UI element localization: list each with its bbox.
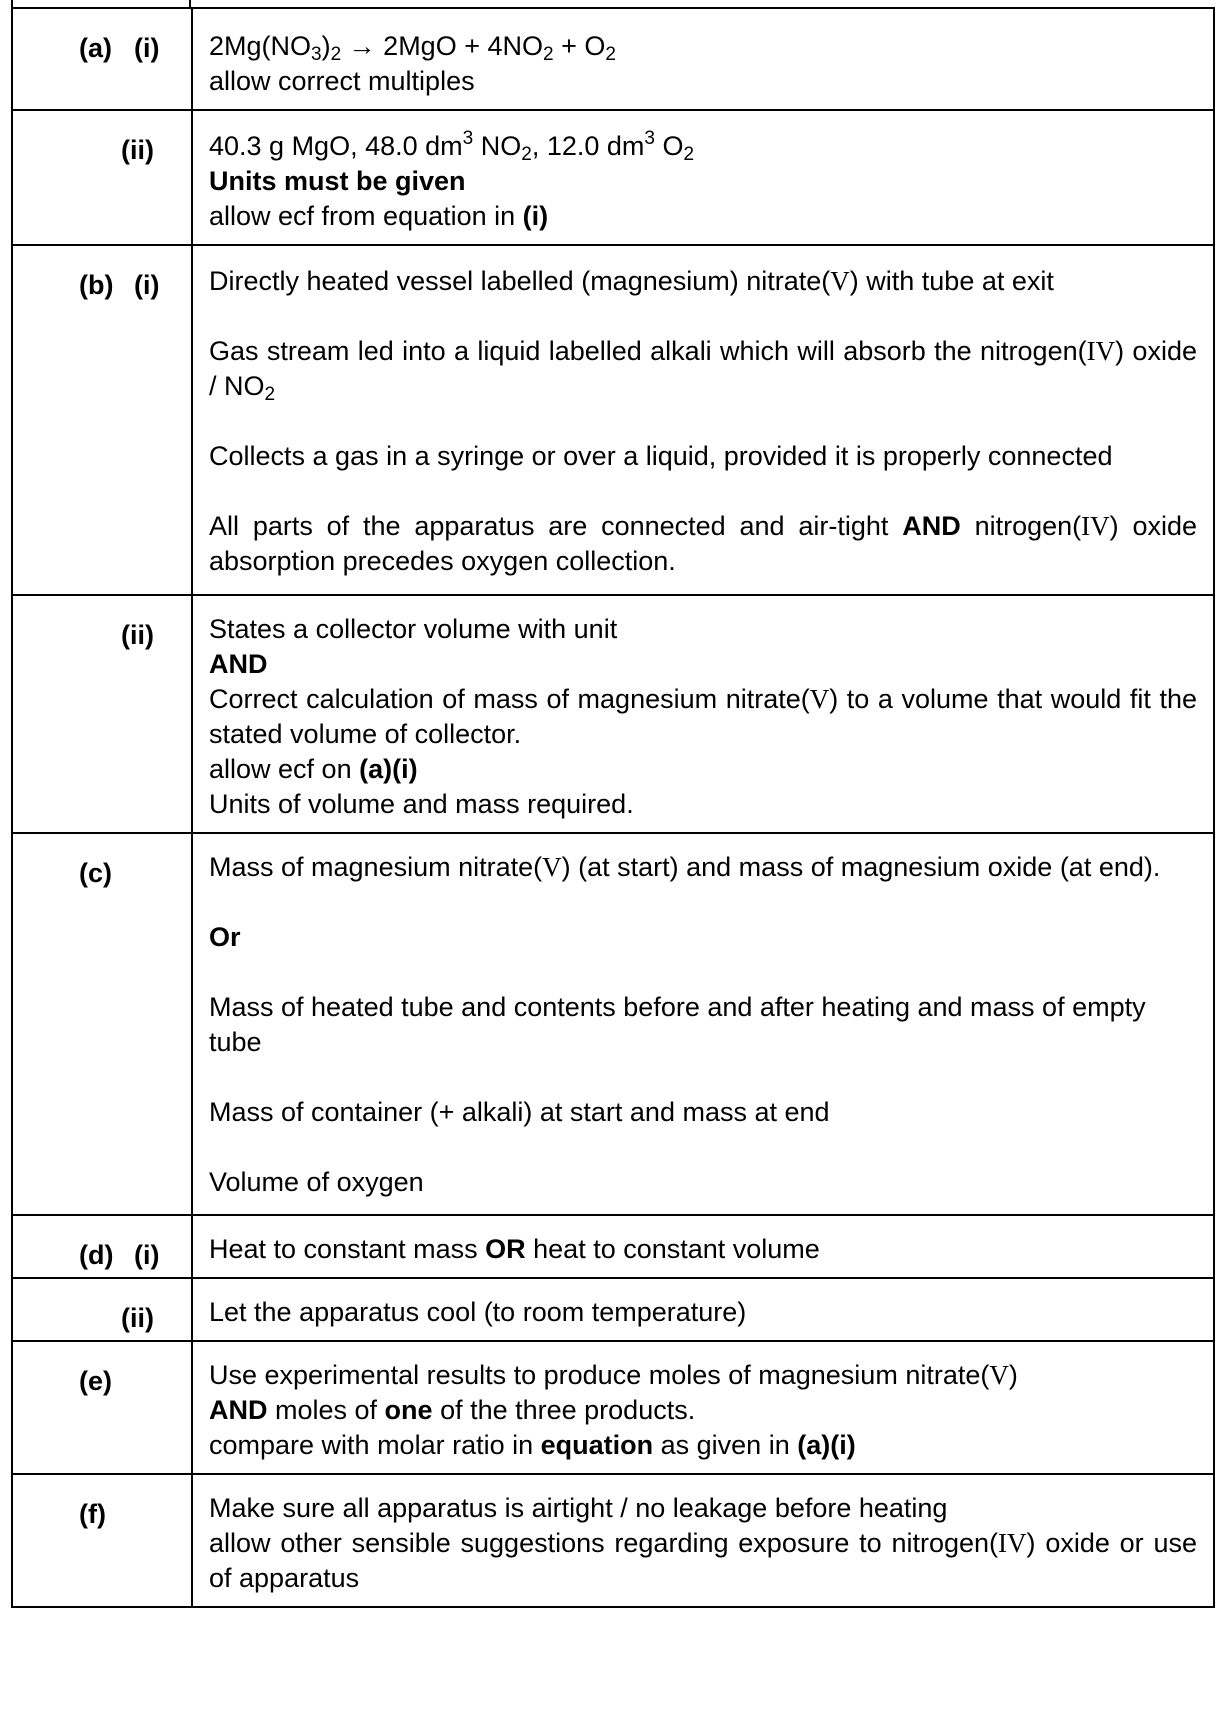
- answer-line: Units of volume and mass required.: [209, 789, 634, 819]
- table-row: [12, 245, 1214, 595]
- subpart-label: (i): [134, 270, 160, 300]
- table-row: [12, 595, 1214, 833]
- answer-line: Make sure all apparatus is airtight / no leakage before heating: [209, 1493, 948, 1523]
- question-label-cell: [12, 8, 192, 110]
- question-label-cell: [12, 110, 192, 245]
- part-label: (b): [79, 270, 114, 300]
- answer-line: Let the apparatus cool (to room temperature): [209, 1297, 747, 1327]
- part-label: (d): [79, 1240, 114, 1270]
- answer-line: States a collector volume with unit: [209, 614, 618, 644]
- question-label-cell: [12, 833, 192, 1215]
- part-label: (f): [79, 1499, 106, 1529]
- answer-cell: [192, 245, 1214, 595]
- answer-line: Use experimental results to produce moles of magnesium nitrate(V): [209, 1360, 1018, 1390]
- spacer: [209, 404, 1197, 439]
- part-label: (c): [79, 858, 112, 888]
- answer-cell: [192, 110, 1214, 245]
- answer-line: Mass of magnesium nitrate(V) (at start) and mass of magnesium oxide (at end).: [209, 852, 1161, 882]
- answer-cell: [192, 595, 1214, 833]
- answer-line: allow ecf from equation in (i): [209, 201, 549, 231]
- table-row: [12, 110, 1214, 245]
- spacer: [209, 885, 1197, 920]
- question-label-cell: [12, 1215, 192, 1278]
- answer-line: Correct calculation of mass of magnesium nitrate(V) to a volume that would fit the stated volume of collector.: [209, 684, 1197, 749]
- answer-cell: [192, 1341, 1214, 1474]
- answer-line: $2Mg(NO_3)_2 \to 2MgO + 4NO_2 + O_2$: [209, 31, 616, 65]
- subpart-label: (ii): [121, 1303, 154, 1333]
- table-row: [12, 1215, 1214, 1278]
- answer-line: Units must be given: [209, 166, 466, 196]
- part-label: (e): [79, 1366, 112, 1396]
- table-row: [12, 1278, 1214, 1341]
- answer-cell: [192, 1474, 1214, 1607]
- question-label-cell: [12, 245, 192, 595]
- spacer: [209, 299, 1197, 334]
- answer-line: 40.3 g MgO, 48.0 $dm^3$ $NO_2$, 12.0 $dm^3$ $O_2$: [209, 128, 695, 165]
- answer-line: compare with molar ratio in equation as given in (a)(i): [209, 1430, 856, 1460]
- answer-line: allow other sensible suggestions regarding exposure to nitrogen(IV) oxide or use of apparatus: [209, 1528, 1197, 1593]
- spacer: [209, 474, 1197, 509]
- table-row: [12, 1341, 1214, 1474]
- spacer: [209, 1130, 1197, 1165]
- answer-line: AND moles of one of the three products.: [209, 1395, 696, 1425]
- answer-line: Mass of container (+ alkali) at start and mass at end: [209, 1097, 830, 1127]
- answer-line: Collects a gas in a syringe or over a liquid, provided it is properly connected: [209, 441, 1113, 471]
- question-label-cell: [12, 1278, 192, 1341]
- mark-scheme-table: [11, 7, 1215, 1608]
- answer-cell: [192, 8, 1214, 110]
- answer-line: AND: [209, 649, 268, 679]
- question-label-cell: [12, 595, 192, 833]
- subpart-label: (ii): [121, 620, 154, 650]
- spacer: [209, 1060, 1197, 1095]
- question-label-cell: [12, 1341, 192, 1474]
- part-label: (a): [79, 33, 112, 63]
- table-row: [12, 1474, 1214, 1607]
- answer-line: Or: [209, 922, 241, 952]
- answer-line: allow ecf on (a)(i): [209, 754, 418, 784]
- subpart-label: (i): [134, 33, 160, 63]
- table-row: [12, 833, 1214, 1215]
- answer-line: All parts of the apparatus are connected and air-tight AND nitrogen(IV) oxide absorption precedes oxygen collection.: [209, 511, 1197, 576]
- answer-line: Mass of heated tube and contents before and after heating and mass of empty tube: [209, 992, 1146, 1057]
- answer-cell: [192, 1215, 1214, 1278]
- answer-line: Gas stream led into a liquid labelled alkali which will absorb the nitrogen(IV) oxide / $NO_2$: [209, 336, 1197, 405]
- answer-line: Volume of oxygen: [209, 1167, 424, 1197]
- question-label-cell: [12, 1474, 192, 1607]
- answer-cell: [192, 833, 1214, 1215]
- answer-line: Directly heated vessel labelled (magnesium) nitrate(V) with tube at exit: [209, 266, 1054, 296]
- answer-line: Heat to constant mass OR heat to constant volume: [209, 1234, 820, 1264]
- answer-line: allow correct multiples: [209, 66, 475, 96]
- subpart-label: (i): [134, 1240, 160, 1270]
- spacer: [209, 955, 1197, 990]
- table-row: [12, 8, 1214, 110]
- answer-cell: [192, 1278, 1214, 1341]
- subpart-label: (ii): [121, 135, 154, 165]
